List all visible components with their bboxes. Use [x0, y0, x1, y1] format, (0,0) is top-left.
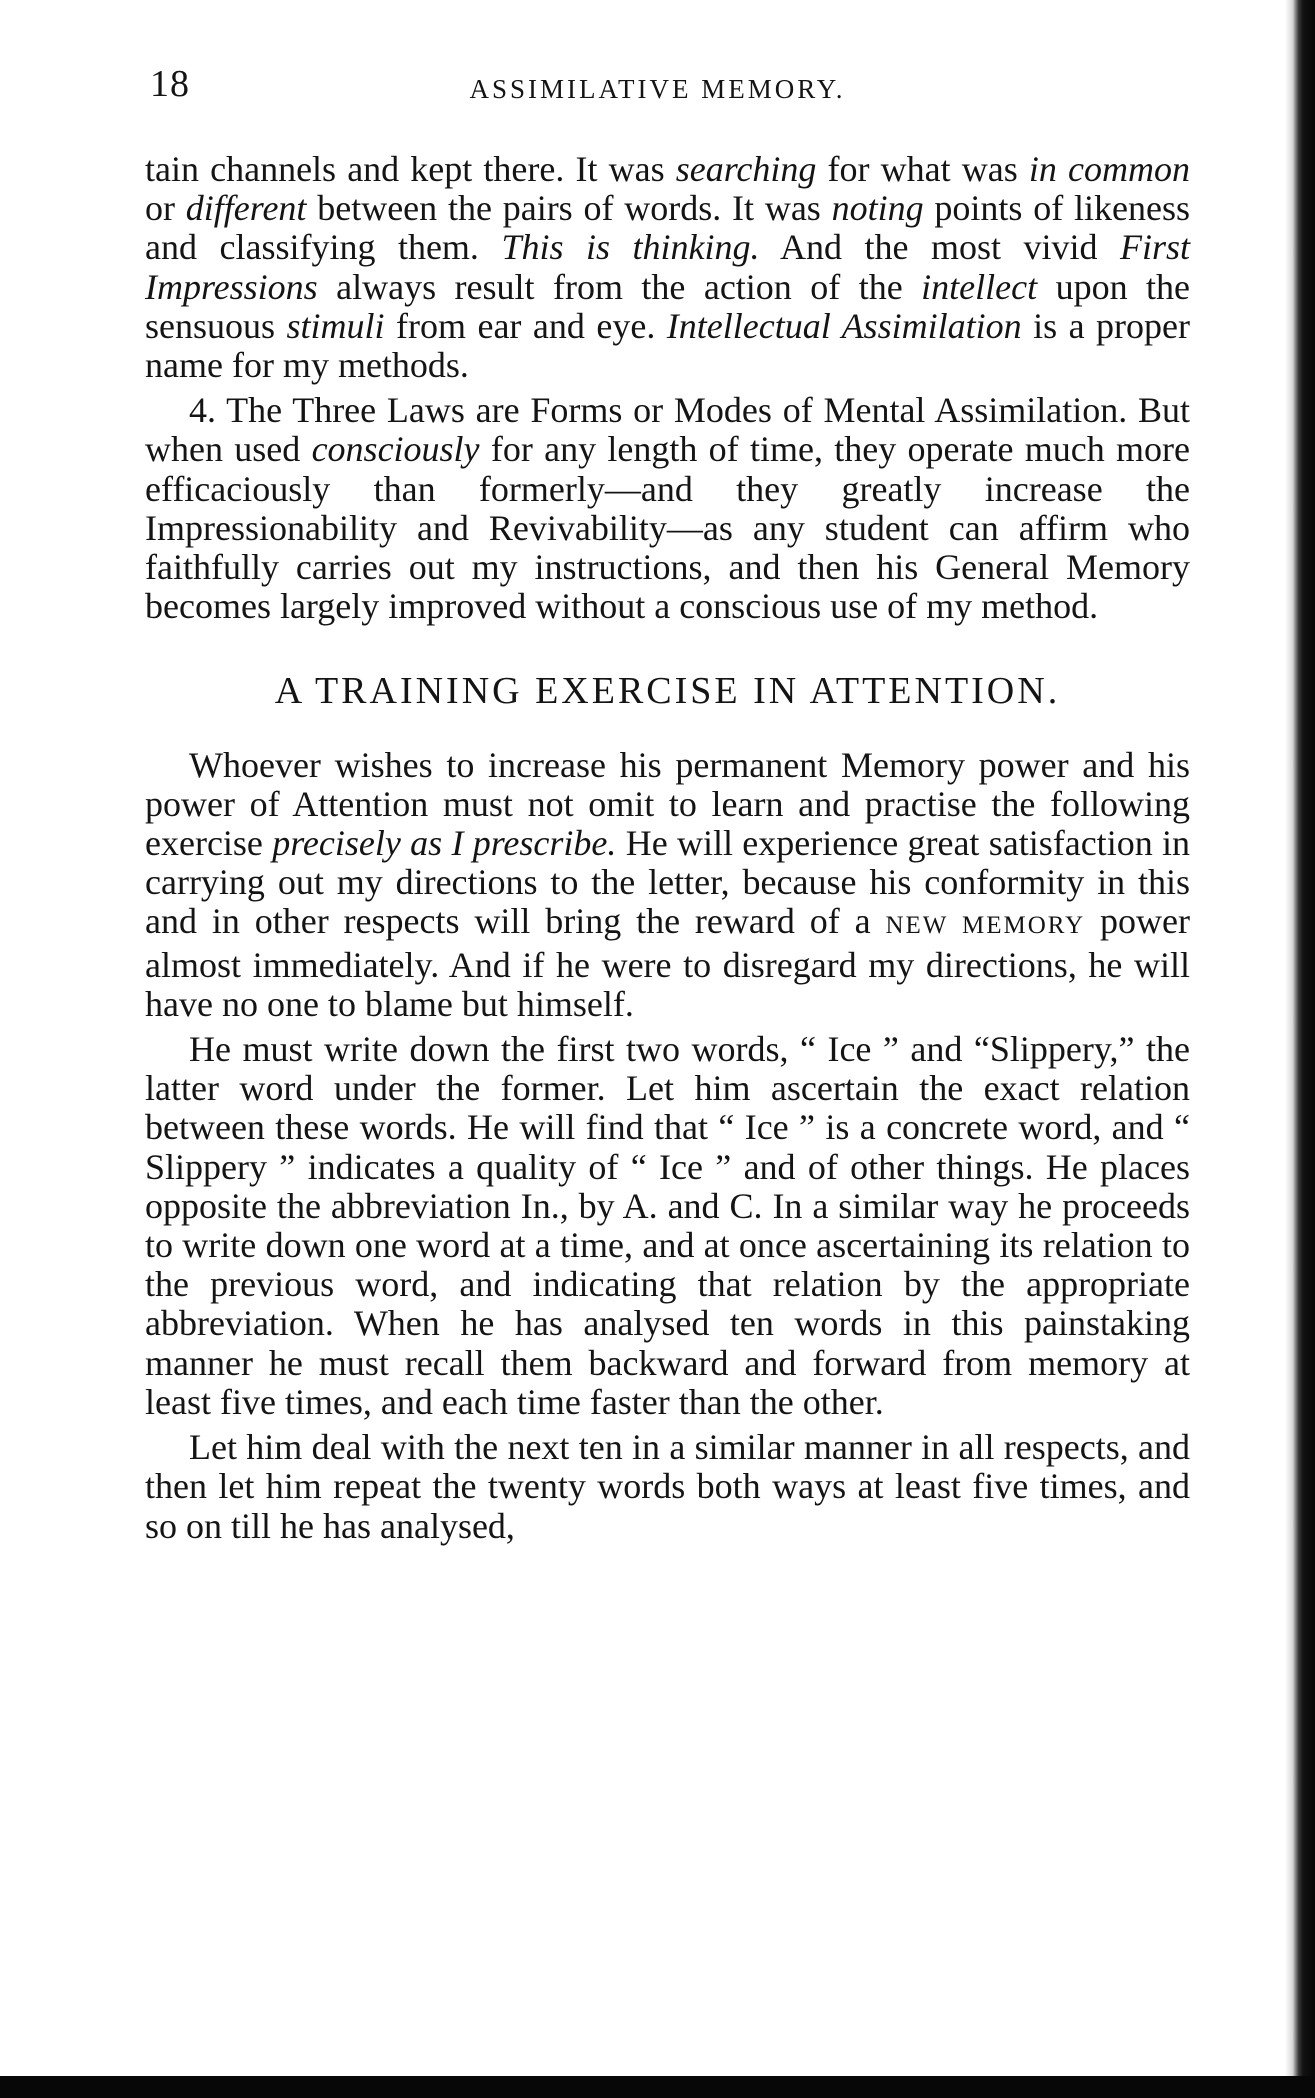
- paragraph-exercise-intro: Whoever wishes to increase his permanent Memory power and his power of Attention must not omit to learn and practise the following exercise precisely as I prescribe. He will experience great satisfaction in carrying out my directions to the letter, because his conformity in this and in other respects will bring the reward of a NEW MEMORY power almost immediately. And if he were to disregard my directions, he will have no one to blame but himself.: [145, 744, 1191, 1024]
- paragraph-exercise-continued: Let him deal with the next ten in a similar manner in all respects, and then let him repeat the twenty words both ways at least five times, and so on till he has analysed,: [145, 1427, 1190, 1546]
- page-body: [145, 150, 1190, 1546]
- paragraph-exercise-steps: He must write down the first two words, “ Ice ” and “Slippery,” the latter word under the former. Let him ascertain the exact relation between these words. He will find that “ Ice ” is a concrete word, and “ Slippery ” indicates a quality of “ Ice ” and of other things. He places opposite the abbreviation In., by A. and C. In a similar way he proceeds to write down one word at a time, and at once ascertaining its relation to the previous word, and indicating that relation by the appropriate abbreviation. When he has analysed ten words in this painstaking manner he must recall them backward and forward from memory at least five times, and each time faster than the other.: [145, 1029, 1190, 1422]
- page-number: 18: [150, 63, 190, 105]
- paragraph-three-laws: 4. The Three Laws are Forms or Modes of Mental Assimilation. But when used consciously for any length of time, they operate much more efficaciously than formerly—and they greatly increase the Impressionability and Revivability—as any student can affirm who faithfully carries out my instructions, and then his General Memory becomes largely improved without a conscious use of my method.: [145, 390, 1191, 627]
- running-title: ASSIMILATIVE MEMORY.: [469, 74, 846, 104]
- page-bottom-border: [0, 2076, 1315, 2098]
- paragraph-continuation: tain channels and kept there. It was searching for what was in common or different between the pairs of words. It was noting points of likeness and classifying them. This is thinking. And the most vivid First Impressions always result from the action of the intellect upon the sensuous stimuli from ear and eye. Intellectual Assimilation is a proper name for my methods.: [145, 149, 1190, 386]
- page-edge-shadow: [1285, 0, 1315, 2098]
- section-heading: A TRAINING EXERCISE IN ATTENTION.: [274, 670, 1061, 713]
